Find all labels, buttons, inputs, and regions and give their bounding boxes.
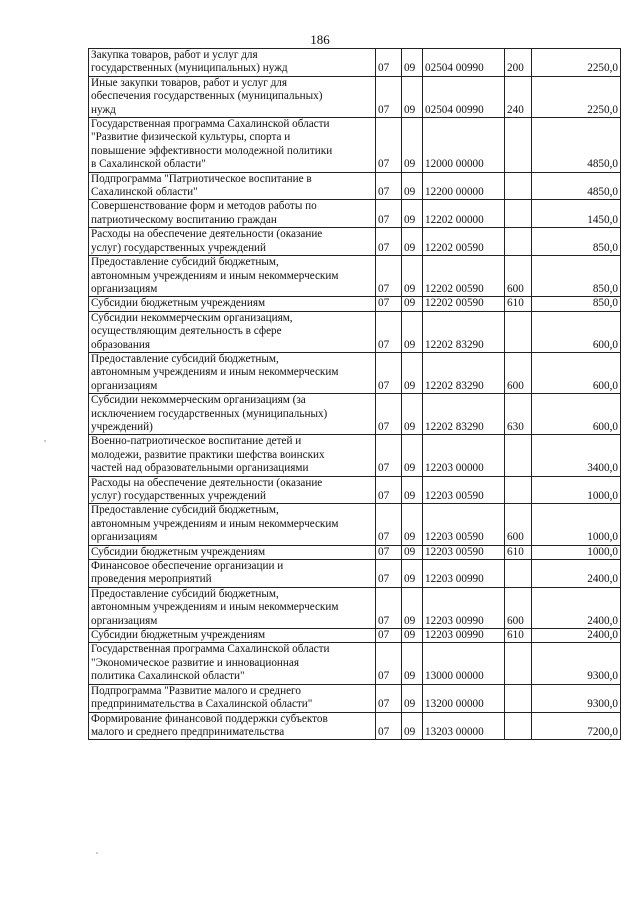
expense-name-cell — [89, 504, 376, 545]
table-row — [89, 476, 621, 504]
expense-name-line: патриотическому воспитанию граждан — [91, 213, 277, 226]
expense-name-line: Субсидии некоммерческим организациям, — [91, 311, 293, 324]
section-cell: 07 — [376, 684, 402, 712]
subsection-cell: 09 — [402, 297, 423, 311]
scan-speck — [96, 852, 98, 854]
expense-name-line: Субсидии бюджетным учреждениям — [91, 545, 266, 558]
target-article-cell: 12202 83290 — [423, 352, 505, 393]
expense-name-line: автономным учреждениям и иным некоммерческим — [91, 269, 339, 282]
section-cell: 07 — [376, 712, 402, 740]
expense-name-line: учреждений) — [91, 420, 153, 433]
expense-name-line: автономным учреждениям и иным некоммерческим — [91, 366, 339, 379]
expense-name-line: исключением государственных (муниципальных) — [91, 407, 328, 420]
amount-cell: 4850,0 — [532, 172, 621, 200]
section-cell: 07 — [376, 560, 402, 588]
expense-name-line: услуг) государственных учреждений — [91, 241, 267, 254]
target-article-cell: 12202 83290 — [423, 394, 505, 435]
subsection-cell: 09 — [402, 643, 423, 684]
amount-cell: 7200,0 — [532, 712, 621, 740]
expense-type-cell — [505, 118, 532, 173]
table-row — [89, 172, 621, 200]
target-article-cell: 12203 00990 — [423, 560, 505, 588]
amount-cell: 2400,0 — [532, 560, 621, 588]
expense-name-line: Предоставление субсидий бюджетным, — [91, 504, 279, 517]
expense-type-cell: 240 — [505, 76, 532, 117]
expense-name-line: в Сахалинской области" — [91, 158, 206, 171]
amount-cell: 850,0 — [532, 256, 621, 297]
table-row — [89, 587, 621, 628]
section-cell: 07 — [376, 435, 402, 476]
expense-name-cell — [89, 476, 376, 504]
expense-name-line: политика Сахалинской области" — [91, 670, 245, 683]
expense-name-cell — [89, 684, 376, 712]
target-article-cell: 13000 00000 — [423, 643, 505, 684]
expense-name-line: Расходы на обеспечение деятельности (оказание — [91, 476, 323, 489]
expense-name-cell — [89, 256, 376, 297]
amount-cell: 600,0 — [532, 352, 621, 393]
expense-name-line: молодежи, развитие практики шефства воинских — [91, 448, 325, 461]
amount-cell: 2250,0 — [532, 49, 621, 77]
section-cell: 07 — [376, 352, 402, 393]
expense-name-line: Предоставление субсидий бюджетным, — [91, 587, 279, 600]
expense-name-line: Сахалинской области" — [91, 186, 198, 199]
expense-name-cell — [89, 629, 376, 643]
amount-cell: 9300,0 — [532, 684, 621, 712]
subsection-cell: 09 — [402, 118, 423, 173]
expense-name-line: организациям — [91, 614, 158, 627]
expense-name-line: Подпрограмма "Развитие малого и среднего — [91, 684, 301, 697]
target-article-cell: 12202 83290 — [423, 311, 505, 352]
table-row — [89, 256, 621, 297]
section-cell: 07 — [376, 476, 402, 504]
expense-name-cell — [89, 228, 376, 256]
expense-name-cell — [89, 587, 376, 628]
target-article-cell: 02504 00990 — [423, 76, 505, 117]
expense-name-line: Государственная программа Сахалинской области — [91, 643, 330, 656]
page-number: 186 — [310, 32, 330, 47]
table-row — [89, 118, 621, 173]
table-row — [89, 545, 621, 559]
amount-cell: 1450,0 — [532, 200, 621, 228]
amount-cell: 850,0 — [532, 297, 621, 311]
expense-type-cell: 610 — [505, 629, 532, 643]
table-row — [89, 311, 621, 352]
expense-type-cell: 610 — [505, 545, 532, 559]
target-article-cell: 13203 00000 — [423, 712, 505, 740]
subsection-cell: 09 — [402, 587, 423, 628]
expense-type-cell: 600 — [505, 352, 532, 393]
subsection-cell: 09 — [402, 394, 423, 435]
expense-name-line: организациям — [91, 282, 158, 295]
table-row — [89, 297, 621, 311]
budget-table-body — [89, 49, 621, 740]
expense-name-line: Субсидии некоммерческим организациям (за — [91, 394, 306, 407]
expense-name-line: Иные закупки товаров, работ и услуг для — [91, 76, 288, 89]
target-article-cell: 12203 00590 — [423, 545, 505, 559]
expense-name-line: осуществляющим деятельность в сфере — [91, 325, 282, 338]
amount-cell: 600,0 — [532, 394, 621, 435]
expense-name-line: Военно-патриотическое воспитание детей и — [91, 435, 302, 448]
table-row — [89, 228, 621, 256]
amount-cell: 4850,0 — [532, 118, 621, 173]
expense-name-cell — [89, 311, 376, 352]
expense-type-cell — [505, 476, 532, 504]
expense-type-cell: 600 — [505, 504, 532, 545]
section-cell: 07 — [376, 172, 402, 200]
target-article-cell: 12202 00590 — [423, 228, 505, 256]
subsection-cell: 09 — [402, 352, 423, 393]
table-row — [89, 560, 621, 588]
subsection-cell: 09 — [402, 172, 423, 200]
section-cell: 07 — [376, 587, 402, 628]
table-row — [89, 76, 621, 117]
expense-type-cell — [505, 712, 532, 740]
expense-type-cell: 630 — [505, 394, 532, 435]
expense-name-line: автономным учреждениям и иным некоммерческим — [91, 601, 339, 614]
amount-cell: 600,0 — [532, 311, 621, 352]
expense-type-cell — [505, 684, 532, 712]
expense-name-cell — [89, 560, 376, 588]
expense-name-line: предпринимательства в Сахалинской области" — [91, 698, 313, 711]
expense-name-cell — [89, 712, 376, 740]
expense-name-cell — [89, 352, 376, 393]
expense-name-line: "Экономическое развитие и инновационная — [91, 656, 300, 669]
expense-name-cell — [89, 545, 376, 559]
expense-name-line: Расходы на обеспечение деятельности (оказание — [91, 228, 323, 241]
section-cell: 07 — [376, 228, 402, 256]
amount-cell: 1000,0 — [532, 476, 621, 504]
table-row — [89, 394, 621, 435]
target-article-cell: 02504 00990 — [423, 49, 505, 77]
expense-name-line: Совершенствование форм и методов работы по — [91, 200, 317, 213]
expense-type-cell — [505, 311, 532, 352]
expense-name-cell — [89, 118, 376, 173]
expense-name-line: обеспечения государственных (муниципальных) — [91, 90, 323, 103]
expense-name-line: малого и среднего предпринимательства — [91, 725, 285, 738]
amount-cell: 9300,0 — [532, 643, 621, 684]
table-row — [89, 352, 621, 393]
amount-cell: 1000,0 — [532, 545, 621, 559]
section-cell: 07 — [376, 629, 402, 643]
expense-name-line: организациям — [91, 379, 158, 392]
subsection-cell: 09 — [402, 228, 423, 256]
subsection-cell: 09 — [402, 476, 423, 504]
expense-type-cell: 600 — [505, 587, 532, 628]
subsection-cell: 09 — [402, 435, 423, 476]
expense-name-line: государственных (муниципальных) нужд — [91, 62, 288, 75]
expense-name-line: Подпрограмма "Патриотическое воспитание в — [91, 172, 312, 185]
target-article-cell: 12202 00000 — [423, 200, 505, 228]
budget-table — [88, 48, 621, 740]
amount-cell: 3400,0 — [532, 435, 621, 476]
expense-name-line: Субсидии бюджетным учреждениям — [91, 297, 266, 310]
expense-name-cell — [89, 394, 376, 435]
amount-cell: 2250,0 — [532, 76, 621, 117]
expense-name-cell — [89, 172, 376, 200]
subsection-cell: 09 — [402, 311, 423, 352]
expense-name-line: Закупка товаров, работ и услуг для — [91, 49, 258, 61]
expense-type-cell: 200 — [505, 49, 532, 77]
subsection-cell: 09 — [402, 545, 423, 559]
subsection-cell: 09 — [402, 504, 423, 545]
target-article-cell: 12203 00000 — [423, 435, 505, 476]
table-row — [89, 435, 621, 476]
subsection-cell: 09 — [402, 684, 423, 712]
expense-type-cell — [505, 228, 532, 256]
table-row — [89, 684, 621, 712]
expense-name-line: "Развитие физической культуры, спорта и — [91, 131, 291, 144]
subsection-cell: 09 — [402, 49, 423, 77]
amount-cell: 1000,0 — [532, 504, 621, 545]
expense-type-cell — [505, 560, 532, 588]
table-row — [89, 200, 621, 228]
expense-name-line: услуг) государственных учреждений — [91, 490, 267, 502]
expense-type-cell — [505, 200, 532, 228]
expense-name-cell — [89, 643, 376, 684]
section-cell: 07 — [376, 643, 402, 684]
expense-type-cell: 610 — [505, 297, 532, 311]
expense-name-line: Формирование финансовой поддержки субъектов — [91, 712, 328, 725]
subsection-cell: 09 — [402, 200, 423, 228]
expense-name-cell — [89, 49, 376, 77]
expense-name-cell — [89, 76, 376, 117]
subsection-cell: 09 — [402, 712, 423, 740]
table-row — [89, 629, 621, 643]
subsection-cell: 09 — [402, 629, 423, 643]
expense-name-line: Предоставление субсидий бюджетным, — [91, 352, 279, 365]
target-article-cell: 12203 00590 — [423, 504, 505, 545]
target-article-cell: 12203 00590 — [423, 476, 505, 504]
expense-name-line: проведения мероприятий — [91, 573, 212, 586]
amount-cell: 2400,0 — [532, 587, 621, 628]
section-cell: 07 — [376, 118, 402, 173]
section-cell: 07 — [376, 200, 402, 228]
target-article-cell: 12200 00000 — [423, 172, 505, 200]
expense-name-line: организациям — [91, 531, 158, 544]
expense-name-cell — [89, 297, 376, 311]
target-article-cell: 12202 00590 — [423, 256, 505, 297]
subsection-cell: 09 — [402, 76, 423, 117]
section-cell: 07 — [376, 76, 402, 117]
section-cell: 07 — [376, 545, 402, 559]
expense-name-line: Финансовое обеспечение организации и — [91, 560, 284, 573]
expense-type-cell — [505, 643, 532, 684]
expense-name-line: нужд — [91, 103, 116, 116]
expense-name-line: Предоставление субсидий бюджетным, — [91, 256, 279, 269]
subsection-cell: 09 — [402, 256, 423, 297]
table-row — [89, 504, 621, 545]
section-cell: 07 — [376, 504, 402, 545]
expense-name-cell — [89, 200, 376, 228]
target-article-cell: 12202 00590 — [423, 297, 505, 311]
target-article-cell: 12000 00000 — [423, 118, 505, 173]
section-cell: 07 — [376, 311, 402, 352]
table-row — [89, 49, 621, 77]
section-cell: 07 — [376, 297, 402, 311]
scan-speck — [44, 440, 46, 442]
expense-name-line: Субсидии бюджетным учреждениям — [91, 629, 266, 642]
target-article-cell: 13200 00000 — [423, 684, 505, 712]
subsection-cell: 09 — [402, 560, 423, 588]
expense-type-cell — [505, 172, 532, 200]
amount-cell: 850,0 — [532, 228, 621, 256]
section-cell: 07 — [376, 256, 402, 297]
table-row — [89, 643, 621, 684]
expense-name-line: образования — [91, 338, 151, 351]
expense-type-cell: 600 — [505, 256, 532, 297]
amount-cell: 2400,0 — [532, 629, 621, 643]
target-article-cell: 12203 00990 — [423, 629, 505, 643]
section-cell: 07 — [376, 49, 402, 77]
expense-name-line: автономным учреждениям и иным некоммерческим — [91, 517, 339, 530]
table-row — [89, 712, 621, 740]
expense-name-line: повышение эффективности молодежной политики — [91, 144, 333, 157]
target-article-cell: 12203 00990 — [423, 587, 505, 628]
section-cell: 07 — [376, 394, 402, 435]
expense-name-line: частей над образовательными организациями — [91, 462, 309, 475]
expense-type-cell — [505, 435, 532, 476]
expense-name-line: Государственная программа Сахалинской области — [91, 118, 330, 131]
expense-name-cell — [89, 435, 376, 476]
